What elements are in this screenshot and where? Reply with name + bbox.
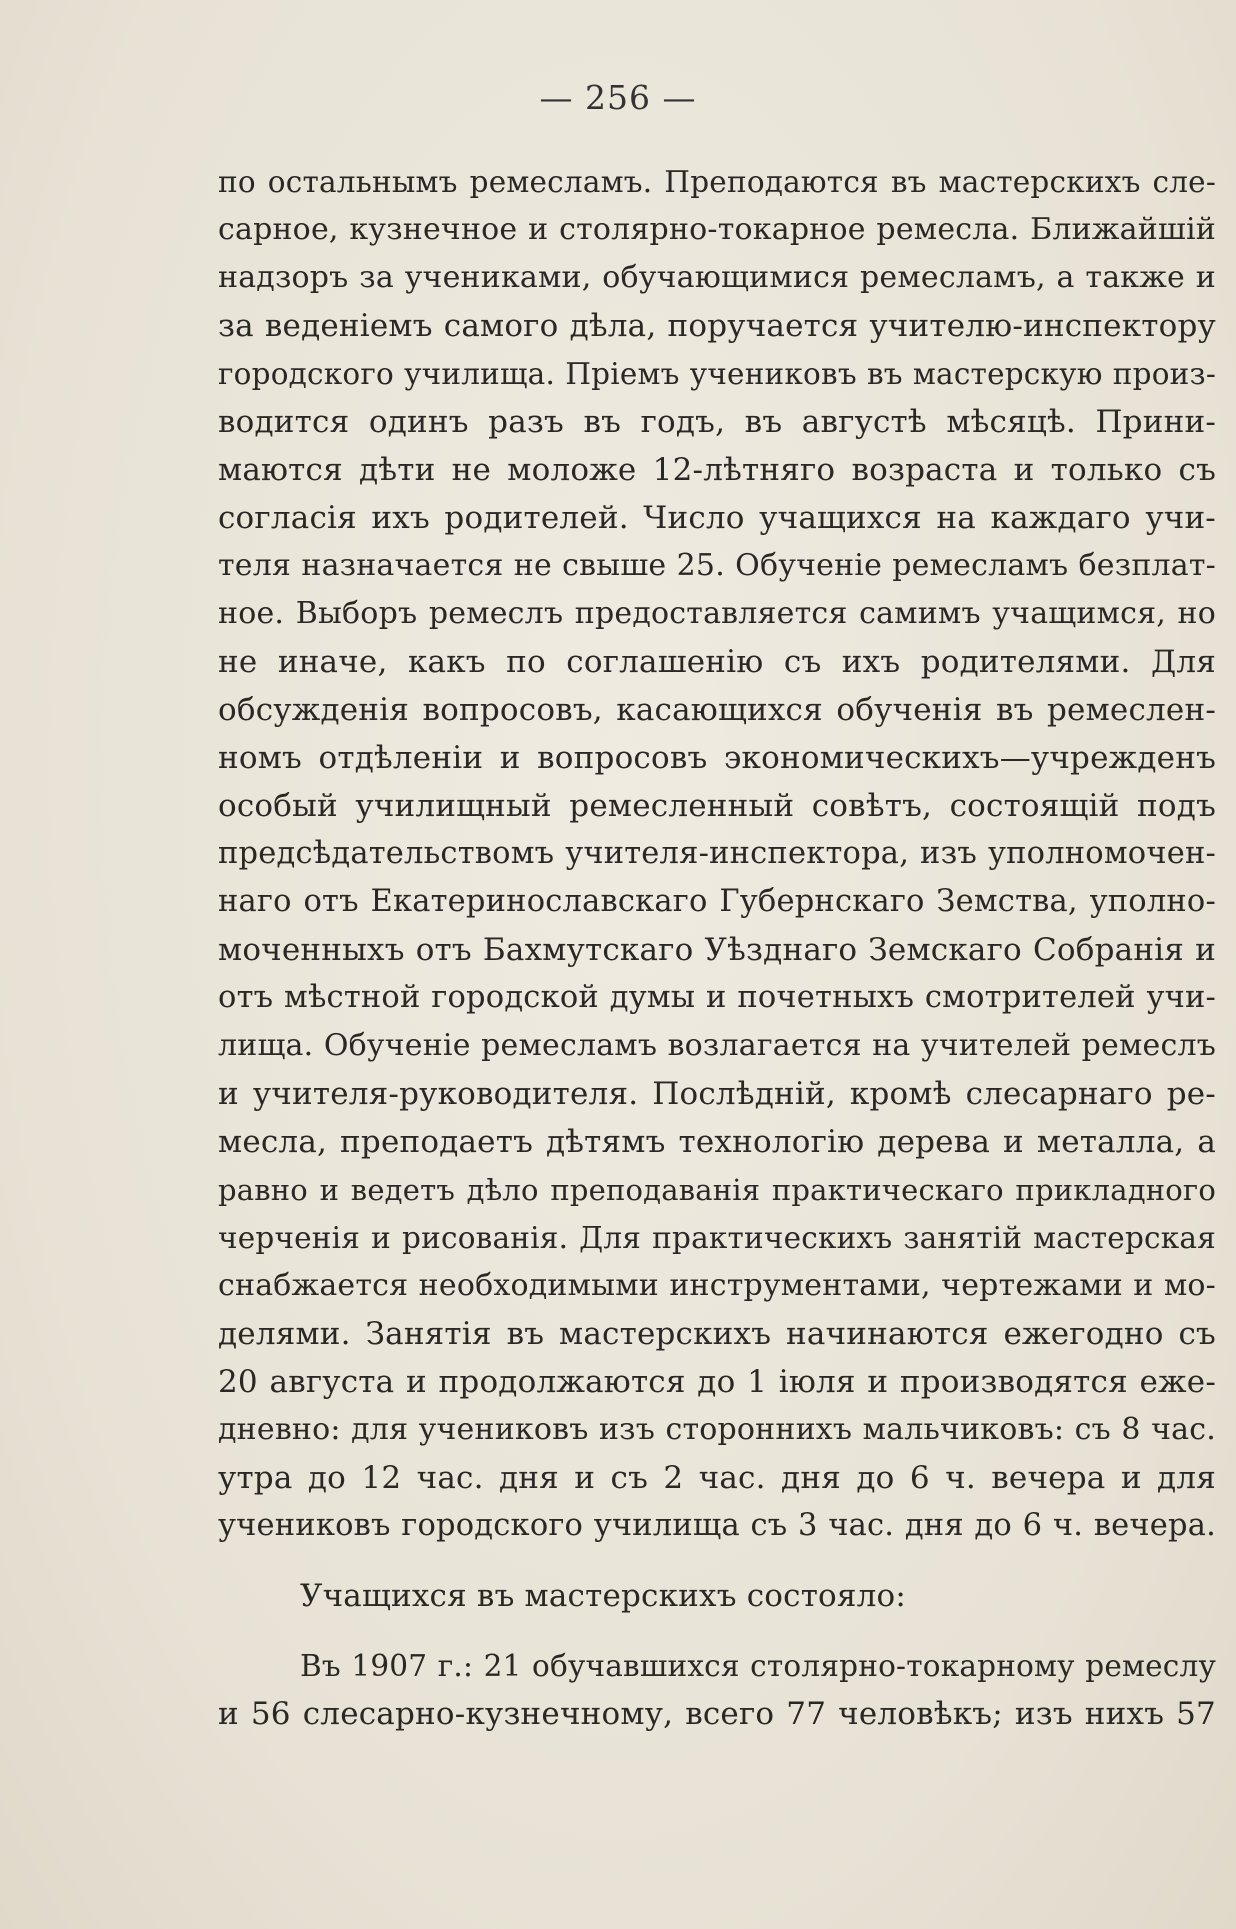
text-line: и 56 слесарно-кузнечному, всего 77 человѣкъ; изъ нихъ 57 [218,1696,1216,1732]
text-line: за веденіемъ самого дѣла, поручается учителю-инспектору [218,308,1216,344]
page-number: — 256 — [539,78,697,117]
text-line: Учащихся въ мастерскихъ состояло: [300,1578,907,1614]
text-line: не иначе, какъ по соглашенію съ ихъ родителями. Для [218,644,1216,680]
text-line: городского училища. Пріемъ учениковъ въ мастерскую произ- [218,357,1216,391]
text-line: предсѣдательствомъ учителя-инспектора, изъ уполномочен- [218,836,1216,871]
text-line: 20 августа и продолжаются до 1 іюля и производятся еже- [218,1364,1216,1400]
text-line: теля назначается не свыше 25. Обученіе ремесламъ безплат- [218,548,1216,583]
text-line: и учителя-руководителя. Послѣдній, кромѣ слесарнаго ре- [218,1076,1216,1112]
paragraph-3 [218,1642,1216,1738]
text-line: ное. Выборъ ремеслъ предоставляется самимъ учащимся, но [218,596,1216,631]
text-block [218,158,1216,1738]
paragraph-gap [218,1620,1216,1642]
text-line: лища. Обученіе ремесламъ возлагается на учителей ремеслъ [218,1028,1216,1063]
text-line: дневно: для учениковъ изъ стороннихъ мальчиковъ: съ 8 час. [218,1412,1216,1447]
paragraph-gap [218,1550,1216,1572]
text-line: водится одинъ разъ въ годъ, въ августѣ мѣсяцѣ. Прини- [218,404,1216,440]
text-line: обсужденія вопросовъ, касающихся обученія въ ремеслен- [218,692,1216,728]
text-line: согласія ихъ родителей. Число учащихся на каждаго учи- [218,500,1216,536]
text-line: делями. Занятія въ мастерскихъ начинаются ежегодно съ [218,1316,1216,1352]
text-line: моченныхъ отъ Бахмутскаго Уѣзднаго Земскаго Собранія и [218,932,1216,968]
text-line: отъ мѣстной городской думы и почетныхъ смотрителей учи- [218,980,1216,1015]
text-line: наго отъ Екатеринославскаго Губернскаго Земства, уполно- [218,884,1216,919]
text-line: утра до 12 час. дня и съ 2 час. дня до 6 ч. вечера и для [218,1460,1216,1496]
text-line: по остальнымъ ремесламъ. Преподаются въ мастерскихъ сле- [218,165,1216,199]
text-line: месла, преподаетъ дѣтямъ технологію дерева и металла, а [218,1124,1216,1160]
text-line: черченія и рисованія. Для практическихъ занятій мастерская [218,1221,1216,1255]
text-line: равно и ведетъ дѣло преподаванія практическаго прикладного [218,1173,1216,1207]
text-line: снабжается необходимыми инструментами, чертежами и мо- [218,1268,1216,1303]
text-line: особый училищный ремесленный совѣтъ, состоящій подъ [218,788,1216,824]
paragraph-2 [218,1572,1216,1620]
text-line: маются дѣти не моложе 12-лѣтняго возраста и только съ [218,452,1216,488]
text-line: номъ отдѣленіи и вопросовъ экономическихъ—учрежденъ [218,740,1216,776]
text-line: сарное, кузнечное и столярно-токарное ремесла. Ближайшій [218,212,1216,247]
paragraph-1 [218,158,1216,1550]
text-line: Въ 1907 г.: 21 обучавшихся столярно-токарному ремеслу [300,1649,1216,1683]
text-line: учениковъ городского училища съ 3 час. дня до 6 ч. вечера. [218,1508,1216,1543]
text-line: надзоръ за учениками, обучающимися ремесламъ, а также и [218,260,1216,295]
